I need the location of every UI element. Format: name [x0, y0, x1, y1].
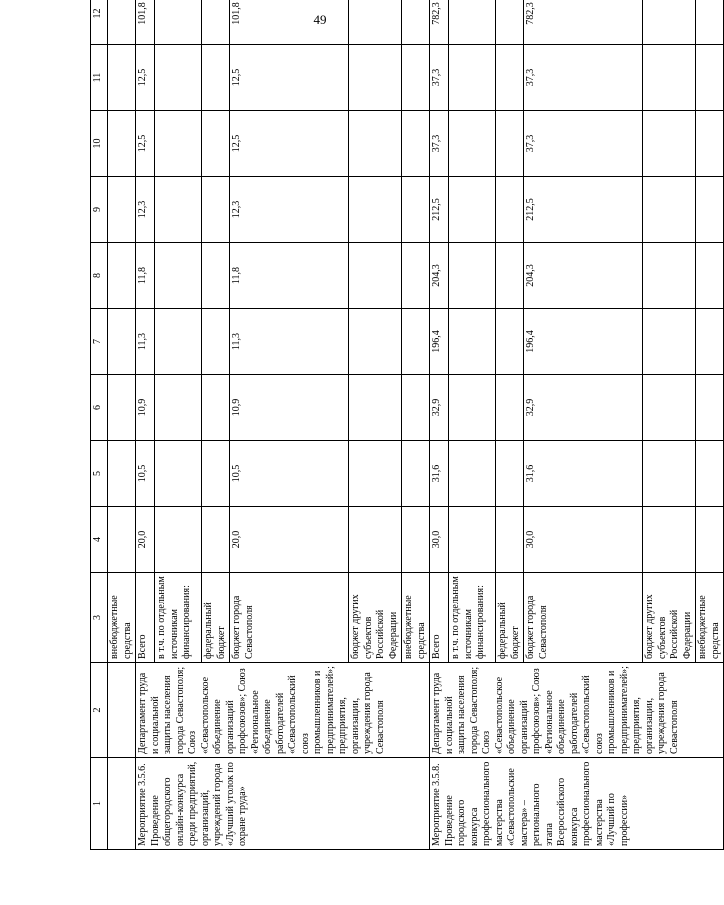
value-cell: 12,5 [230, 45, 349, 111]
event-cell: Мероприятие 3.5.6. Проведение общегородского онлайн-конкурса среди предприятий, организаций, учреждений города «Лучший уголок по охране труда» [136, 758, 430, 850]
value-cell: 37,3 [524, 111, 643, 177]
value-cell: 212,5 [430, 177, 449, 243]
value-cell [696, 309, 724, 375]
value-cell [449, 507, 496, 573]
value-cell [155, 507, 202, 573]
funding-source-cell: внебюджетные средства [402, 573, 430, 663]
value-cell [202, 177, 230, 243]
value-cell [643, 309, 696, 375]
value-cell: 10,9 [230, 375, 349, 441]
column-header: 5 [91, 441, 108, 507]
value-cell [496, 309, 524, 375]
value-cell [402, 177, 430, 243]
value-cell [349, 45, 402, 111]
value-cell [696, 375, 724, 441]
value-cell: 10,5 [230, 441, 349, 507]
value-cell [449, 375, 496, 441]
value-cell: 196,4 [430, 309, 449, 375]
funding-source-cell: федеральный бюджет [496, 573, 524, 663]
value-cell: 212,5 [524, 177, 643, 243]
value-cell: 101,8 [230, 0, 349, 45]
funding-table [90, 0, 724, 850]
value-cell [643, 177, 696, 243]
column-header: 8 [91, 243, 108, 309]
value-cell [449, 111, 496, 177]
value-cell [696, 45, 724, 111]
value-cell [349, 441, 402, 507]
value-cell [643, 111, 696, 177]
value-cell: 101,8 [136, 0, 155, 45]
value-cell [696, 441, 724, 507]
value-cell [496, 45, 524, 111]
value-cell: 12,5 [136, 111, 155, 177]
value-cell: 782,3 [524, 0, 643, 45]
value-cell: 204,3 [430, 243, 449, 309]
value-cell [108, 441, 136, 507]
funding-source-cell: в т.ч. по отдельным источникам финансирования: [155, 573, 202, 663]
value-cell [349, 507, 402, 573]
column-header: 1 [91, 758, 108, 850]
value-cell [402, 309, 430, 375]
funding-source-cell: бюджет города Севастополя [524, 573, 643, 663]
value-cell [349, 111, 402, 177]
value-cell: 20,0 [136, 507, 155, 573]
value-cell [402, 45, 430, 111]
value-cell: 32,9 [524, 375, 643, 441]
value-cell: 37,3 [524, 45, 643, 111]
value-cell [155, 177, 202, 243]
value-cell [202, 111, 230, 177]
table-row [136, 0, 155, 850]
value-cell [496, 441, 524, 507]
column-header: 6 [91, 375, 108, 441]
value-cell [643, 507, 696, 573]
funding-source-cell: внебюджетные средства [108, 573, 136, 663]
column-header: 12 [91, 0, 108, 45]
value-cell [349, 0, 402, 45]
value-cell: 30,0 [524, 507, 643, 573]
value-cell [155, 111, 202, 177]
value-cell [202, 45, 230, 111]
value-cell [108, 375, 136, 441]
header-row [91, 0, 108, 850]
value-cell: 31,6 [524, 441, 643, 507]
funding-source-cell: Всего [136, 573, 155, 663]
value-cell: 782,3 [430, 0, 449, 45]
value-cell [449, 441, 496, 507]
value-cell [449, 243, 496, 309]
column-header: 2 [91, 663, 108, 758]
value-cell: 30,0 [430, 507, 449, 573]
value-cell: 12,5 [230, 111, 349, 177]
value-cell [108, 45, 136, 111]
value-cell: 12,5 [136, 45, 155, 111]
value-cell: 20,0 [230, 507, 349, 573]
value-cell: 11,3 [230, 309, 349, 375]
value-cell [643, 441, 696, 507]
value-cell [449, 177, 496, 243]
value-cell [496, 375, 524, 441]
value-cell [202, 375, 230, 441]
value-cell [449, 0, 496, 45]
value-cell: 11,8 [136, 243, 155, 309]
value-cell [643, 243, 696, 309]
value-cell [155, 0, 202, 45]
value-cell [108, 111, 136, 177]
funding-source-cell: Всего [430, 573, 449, 663]
value-cell: 11,3 [136, 309, 155, 375]
value-cell: 11,8 [230, 243, 349, 309]
value-cell [202, 507, 230, 573]
value-cell [496, 507, 524, 573]
funding-source-cell: бюджет других субъектов Российской Федерации [643, 573, 696, 663]
value-cell [402, 243, 430, 309]
value-cell [349, 309, 402, 375]
value-cell [402, 0, 430, 45]
value-cell [202, 441, 230, 507]
value-cell: 196,4 [524, 309, 643, 375]
value-cell [696, 243, 724, 309]
value-cell [643, 375, 696, 441]
page-number: 49 [313, 12, 327, 27]
value-cell [155, 309, 202, 375]
value-cell [696, 507, 724, 573]
event-cell: Мероприятие 3.5.8. Проведение городского конкурса профессионального мастерства «Севастопольские мастера» – регионального этапа Всероссийского конкурса профессионального мастерства «Лучший по профессии» [430, 758, 724, 850]
value-cell [402, 507, 430, 573]
value-cell [108, 243, 136, 309]
executor-cell: Департамент труда и социальной защиты населения города Севастополя; Союз «Севастопольское объединение организаций профсоюзов»; Союз «Региональное объединение работодателей «Севастопольский союз промышленников и предпринимателей»; предприятия, организации, учреждения города Севастополя [430, 663, 724, 758]
funding-source-cell: бюджет города Севастополя [230, 573, 349, 663]
value-cell: 37,3 [430, 111, 449, 177]
value-cell [643, 0, 696, 45]
value-cell [496, 243, 524, 309]
value-cell: 37,3 [430, 45, 449, 111]
value-cell [496, 111, 524, 177]
value-cell: 31,6 [430, 441, 449, 507]
value-cell: 204,3 [524, 243, 643, 309]
column-header: 11 [91, 45, 108, 111]
value-cell [202, 0, 230, 45]
value-cell [155, 45, 202, 111]
funding-source-cell: в т.ч. по отдельным источникам финансирования: [449, 573, 496, 663]
value-cell [349, 243, 402, 309]
value-cell [402, 441, 430, 507]
value-cell [155, 375, 202, 441]
value-cell [202, 309, 230, 375]
value-cell [155, 243, 202, 309]
column-header: 7 [91, 309, 108, 375]
column-header: 4 [91, 507, 108, 573]
column-header: 9 [91, 177, 108, 243]
value-cell: 32,9 [430, 375, 449, 441]
funding-source-cell: внебюджетные средства [696, 573, 724, 663]
value-cell [108, 309, 136, 375]
event-cell [108, 758, 136, 850]
value-cell [349, 177, 402, 243]
value-cell [108, 0, 136, 45]
value-cell: 12,3 [136, 177, 155, 243]
value-cell [496, 177, 524, 243]
value-cell [108, 177, 136, 243]
value-cell [349, 375, 402, 441]
column-header: 10 [91, 111, 108, 177]
value-cell [449, 309, 496, 375]
value-cell: 10,5 [136, 441, 155, 507]
value-cell [496, 0, 524, 45]
value-cell [108, 507, 136, 573]
executor-cell [108, 663, 136, 758]
executor-cell: Департамент труда и социальной защиты населения города Севастополя; Союз «Севастопольское объединение организаций профсоюзов»; Союз «Региональное объединение работодателей «Севастопольский союз промышленников и предпринимателей»; предприятия, организации, учреждения города Севастополя [136, 663, 430, 758]
funding-source-cell: бюджет других субъектов Российской Федерации [349, 573, 402, 663]
value-cell [696, 0, 724, 45]
value-cell [643, 45, 696, 111]
value-cell [402, 111, 430, 177]
value-cell [449, 45, 496, 111]
value-cell [155, 441, 202, 507]
table-row [108, 0, 136, 850]
table-row [430, 0, 449, 850]
value-cell [202, 243, 230, 309]
column-header: 3 [91, 573, 108, 663]
value-cell [696, 111, 724, 177]
value-cell [402, 375, 430, 441]
value-cell: 10,9 [136, 375, 155, 441]
value-cell [696, 177, 724, 243]
value-cell: 12,3 [230, 177, 349, 243]
funding-source-cell: федеральный бюджет [202, 573, 230, 663]
